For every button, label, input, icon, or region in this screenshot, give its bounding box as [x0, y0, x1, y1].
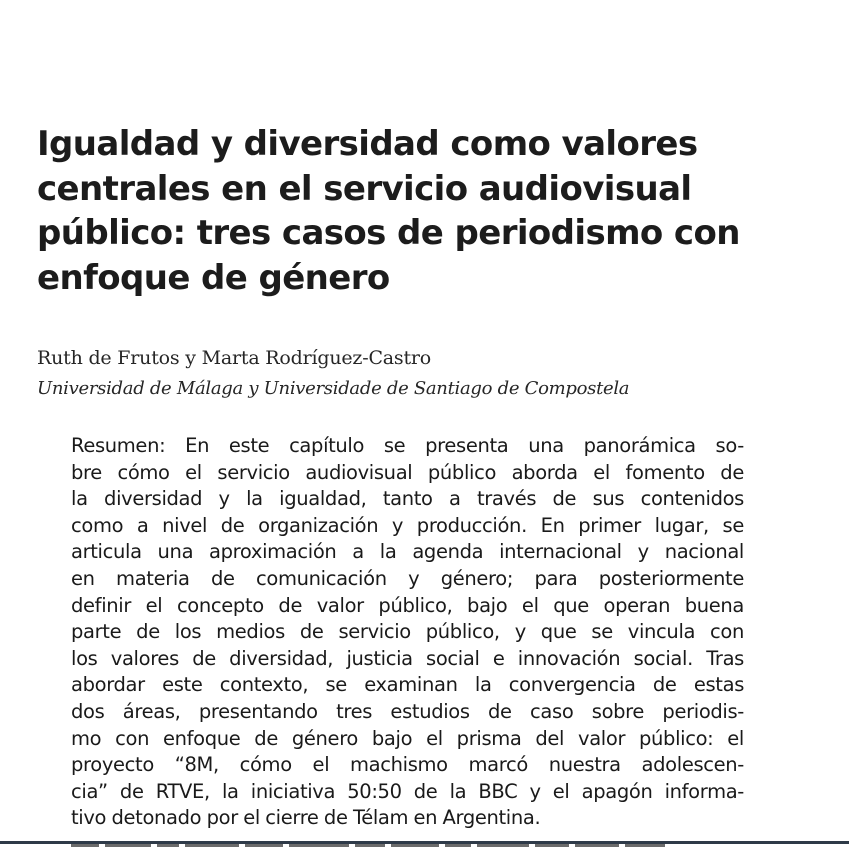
abstract-line: proyecto “8M, cómo el machismo marcó nuestra adolescen-	[71, 753, 744, 777]
abstract-line: parte de los medios de servicio público, y que se vincula con	[71, 620, 744, 644]
abstract-line: en materia de comunicación y género; para posteriormente	[71, 566, 744, 590]
abstract-line: la diversidad y la igualdad, tanto a través de sus contenidos	[71, 487, 744, 511]
chapter-title-line: enfoque de género	[37, 257, 390, 298]
chapter-authors: Ruth de Frutos y Marta Rodríguez-Castro	[37, 347, 432, 369]
abstract-line: articula una aproximación a la agenda internacional y nacional	[71, 540, 744, 564]
abstract-line: bre cómo el servicio audiovisual público aborda el fomento de	[71, 460, 744, 484]
abstract-line: dos áreas, presentando tres estudios de caso sobre periodis-	[71, 699, 744, 723]
chapter-title-line: público: tres casos de periodismo con	[37, 213, 740, 253]
chapter-title-line: Igualdad y diversidad como valores	[37, 124, 698, 164]
chapter-title	[37, 122, 797, 300]
abstract-line: Resumen: En este capítulo se presenta una panorámica so-	[71, 434, 744, 457]
abstract-line: como a nivel de organización y producción. En primer lugar, se	[71, 513, 744, 537]
abstract-line: los valores de diversidad, justicia social e innovación social. Tras	[71, 646, 744, 670]
abstract-line: definir el concepto de valor público, bajo el que operan buena	[71, 593, 744, 617]
abstract-line: mo con enfoque de género bajo el prisma del valor público: el	[71, 726, 744, 750]
abstract-line: cia” de RTVE, la iniciativa 50:50 de la BBC y el apagón informa-	[71, 779, 744, 803]
abstract-line: tivo detonado por el cierre de Télam en Argentina.	[71, 806, 541, 830]
abstract-line: abordar este contexto, se examinan la convergencia de estas	[71, 673, 744, 697]
chapter-title-line: centrales en el servicio audiovisual	[37, 168, 692, 209]
author-affiliation: Universidad de Málaga y Universidade de Santiago de Compostela	[37, 378, 630, 399]
cut-off-next-line	[71, 844, 744, 849]
abstract	[71, 433, 744, 832]
